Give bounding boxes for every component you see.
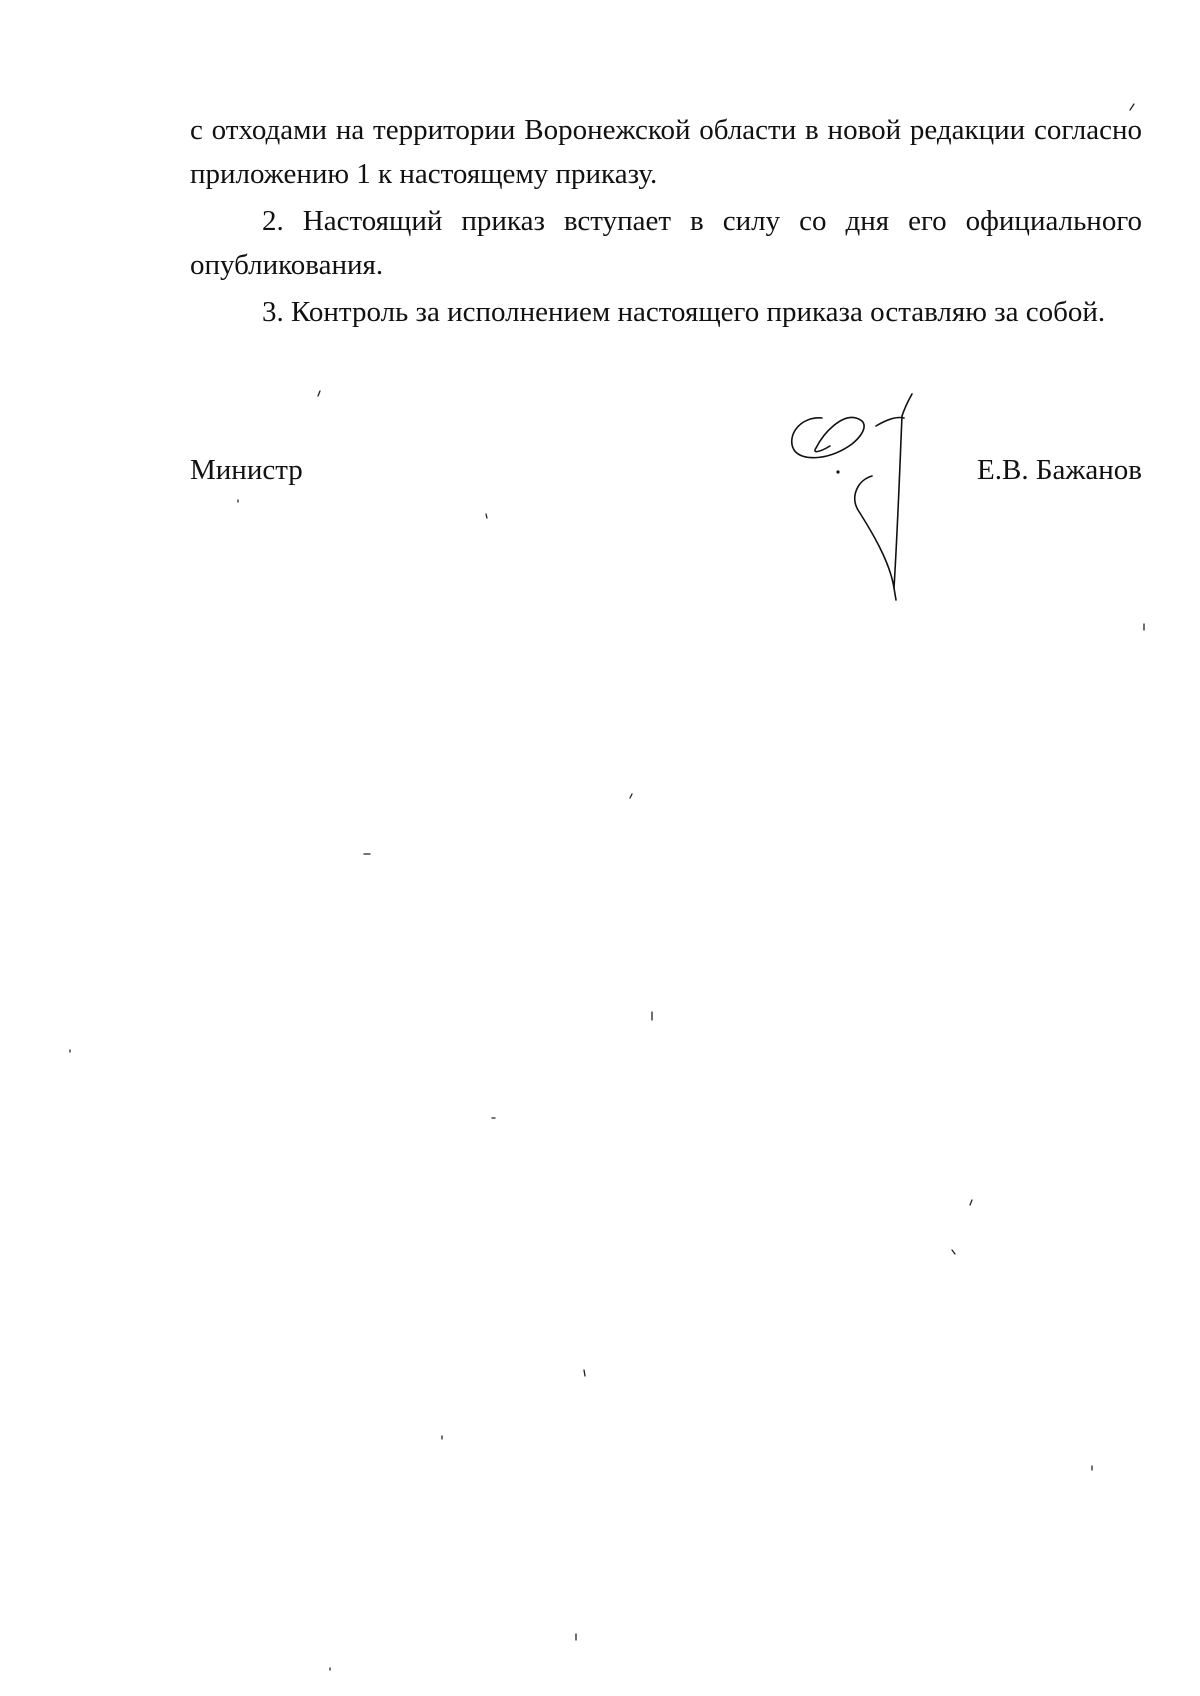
paragraph-continuation: с отходами на территории Воронежской области в новой редакции согласно приложению 1 к настоящему приказу.: [190, 114, 1142, 190]
paragraph-item-2: 2. Настоящий приказ вступает в силу со дня его официального опубликования.: [190, 205, 1142, 281]
signer-name: Е.В. Бажанов: [977, 454, 1142, 486]
signature-block: [190, 448, 1142, 492]
document-body: [190, 108, 1142, 334]
paragraph-item-3: 3. Контроль за исполнением настоящего приказа оставляю за собой.: [262, 296, 1106, 328]
handwritten-signature: [786, 392, 946, 606]
signer-position: Министр: [190, 454, 303, 486]
